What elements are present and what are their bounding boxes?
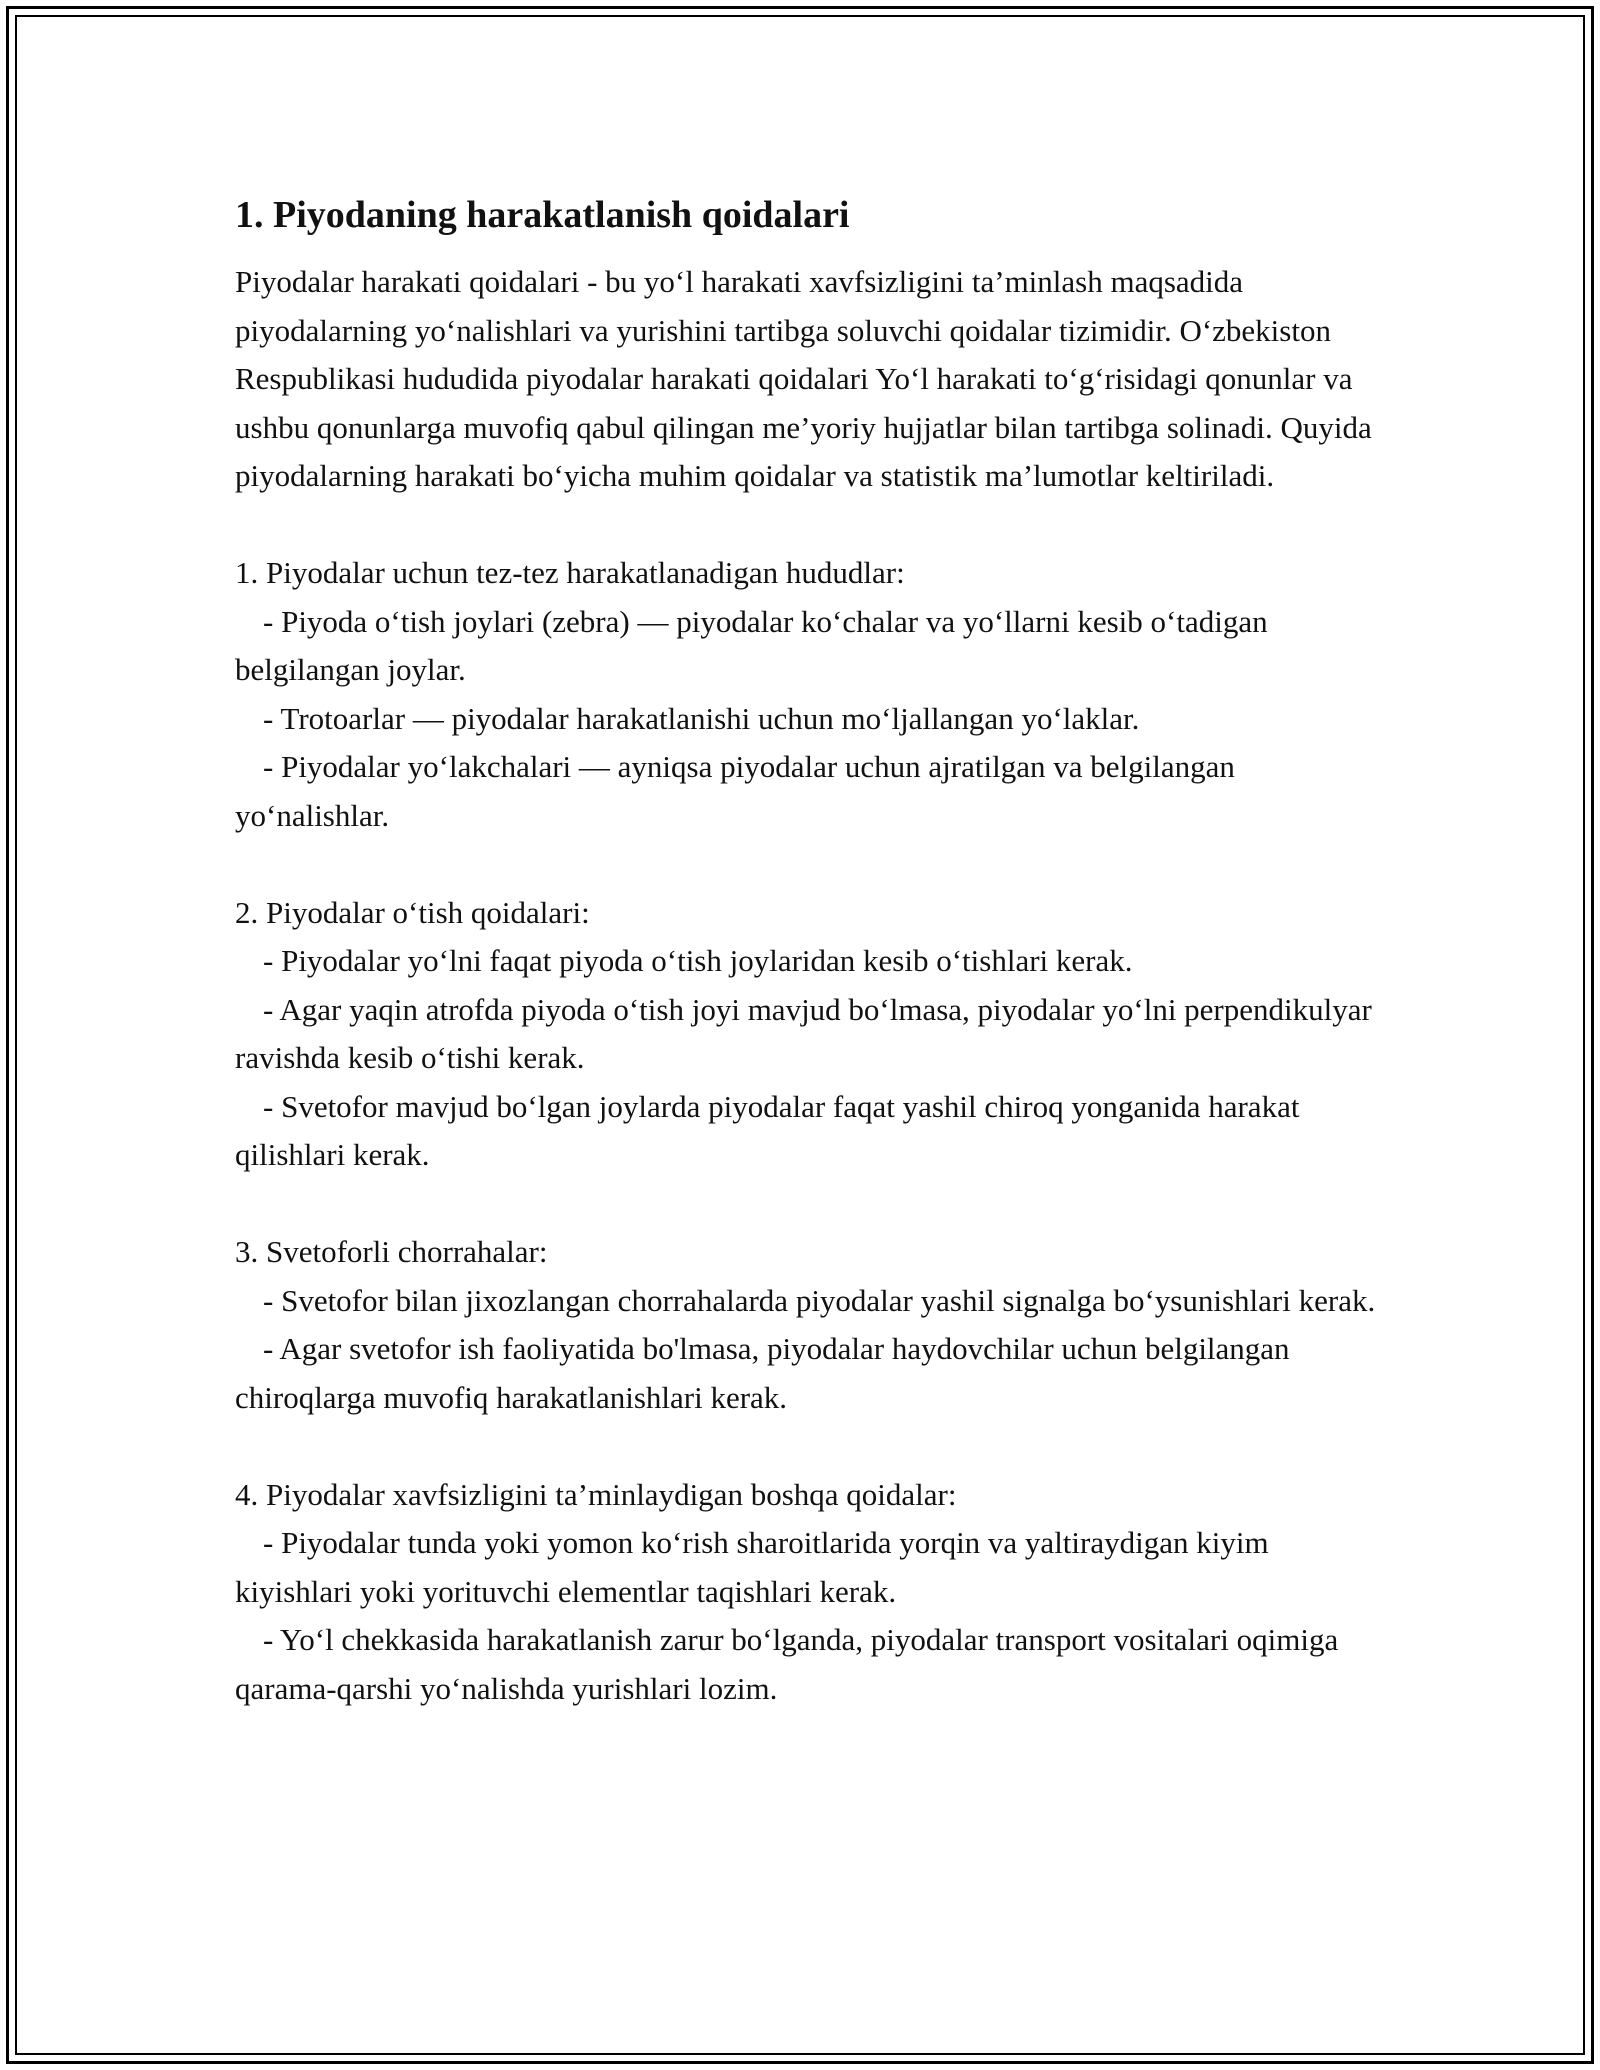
list-item: - Agar svetofor ish faoliyatida bo'lmasa, piyodalar haydovchilar uchun belgilangan chiroqlarga muvofiq harakatlanishlari kerak. — [235, 1331, 1290, 1415]
section-heading: 4. Piyodalar xavfsizligini ta’minlaydigan boshqa qoidalar: — [235, 1476, 957, 1512]
section-3 — [235, 1228, 1385, 1422]
list-item: - Svetofor bilan jixozlangan chorrahalarda piyodalar yashil signalga bo‘ysunishlari kerak. — [263, 1282, 1376, 1318]
list-item: - Piyodalar tunda yoki yomon ko‘rish sharoitlarida yorqin va yaltiraydigan kiyim kiyishlari yoki yorituvchi elementlar taqishlari kerak. — [235, 1525, 1269, 1609]
section-1 — [235, 549, 1385, 840]
section-2 — [235, 889, 1385, 1180]
list-item: - Piyoda o‘tish joylari (zebra) — piyodalar ko‘chalar va yo‘llarni kesib o‘tadigan belgilangan joylar. — [235, 603, 1268, 687]
section-4 — [235, 1471, 1385, 1714]
document-title: 1. Piyodaning harakatlanish qoidalari — [235, 194, 850, 236]
list-item: - Yo‘l chekkasida harakatlanish zarur bo‘lganda, piyodalar transport vositalari oqimiga qarama-qarshi yo‘nalishda yurishlari lozim. — [235, 1622, 1339, 1706]
list-item: - Svetofor mavjud bo‘lgan joylarda piyodalar faqat yashil chiroq yonganida harakat qilishlari kerak. — [235, 1088, 1300, 1172]
section-heading: 2. Piyodalar o‘tish qoidalari: — [235, 894, 590, 930]
intro-paragraph: Piyodalar harakati qoidalari - bu yo‘l harakati xavfsizligini ta’minlash maqsadida piyodalarning yo‘nalishlari va yurishini tartibga soluvchi qoidalar tizimidir. O‘zbekiston Respublikasi hududida piyodalar harakati qoidalari Yo‘l harakati to‘g‘risidagi qonunlar va ushbu qonunlarga muvofiq qabul qilingan me’yoriy hujjatlar bilan tartibga solinadi. Quyida piyodalarning harakati bo‘yicha muhim qoidalar va statistik ma’lumotlar keltiriladi. — [235, 264, 1372, 493]
list-item: - Trotoarlar — piyodalar harakatlanishi uchun mo‘ljallangan yo‘laklar. — [263, 700, 1140, 736]
section-heading: 1. Piyodalar uchun tez-tez harakatlanadigan hududlar: — [235, 555, 905, 590]
section-heading: 3. Svetoforli chorrahalar: — [235, 1234, 548, 1269]
list-item: - Agar yaqin atrofda piyoda o‘tish joyi mavjud bo‘lmasa, piyodalar yo‘lni perpendikulyar ravishda kesib o‘tishi kerak. — [235, 991, 1372, 1075]
document-body — [235, 192, 1385, 1713]
list-item: - Piyodalar yo‘lni faqat piyoda o‘tish joylaridan kesib o‘tishlari kerak. — [263, 943, 1133, 978]
list-item: - Piyodalar yo‘lakchalari — ayniqsa piyodalar uchun ajratilgan va belgilangan yo‘nalishlar. — [235, 749, 1235, 833]
